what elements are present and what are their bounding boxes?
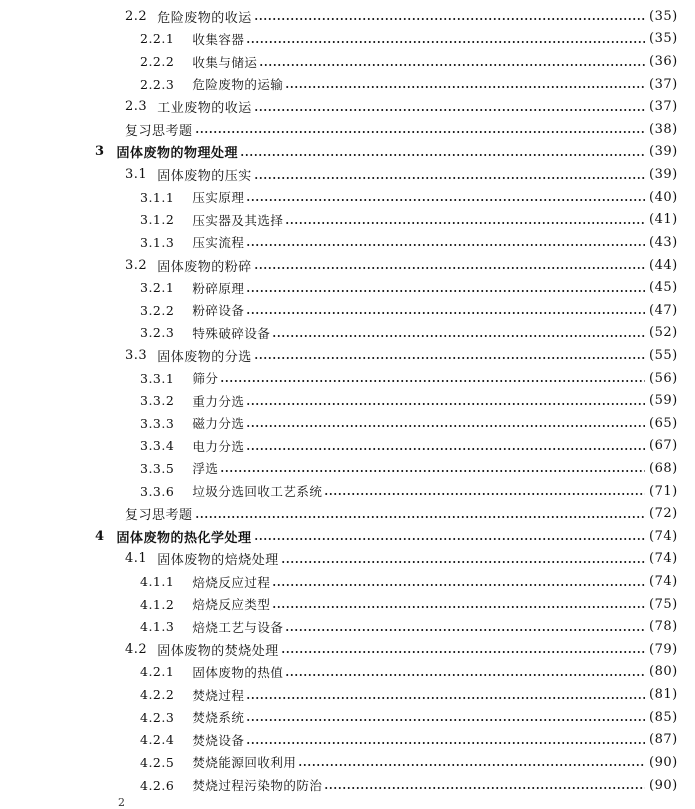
toc-entry-page: (78)	[649, 619, 678, 635]
toc-dot-leader	[259, 55, 645, 69]
toc-entry-page: (52)	[649, 325, 678, 341]
toc-dot-leader	[246, 281, 645, 295]
toc-entry-title: 固体废物的物理处理	[116, 146, 239, 162]
toc-entry-page: (35)	[649, 8, 678, 24]
toc-dot-leader	[254, 168, 645, 182]
toc-entry-title: 焚烧系统	[192, 710, 245, 726]
toc-entry-page: (56)	[649, 370, 678, 386]
toc-entry-page: (74)	[649, 551, 678, 567]
toc-entry[interactable]	[0, 299, 695, 322]
toc-entry-number: 3.2.1	[140, 280, 175, 296]
toc-dot-leader	[254, 258, 645, 272]
toc-dot-leader	[254, 529, 645, 543]
page-number: 2	[118, 796, 125, 809]
toc-entry-title: 危险废物的运输	[192, 77, 284, 93]
toc-entry-title: 电力分选	[192, 438, 245, 454]
toc-entry-page: (68)	[649, 460, 678, 476]
toc-entry[interactable]	[0, 163, 695, 186]
toc-entry-title: 压实原理	[192, 190, 245, 206]
toc-entry[interactable]	[0, 435, 695, 458]
toc-entry-title: 收集与储运	[192, 54, 258, 70]
toc-entry[interactable]	[0, 344, 695, 367]
toc-entry-number: 4.2.1	[140, 664, 175, 680]
toc-dot-leader	[220, 371, 645, 385]
toc-entry-title: 固体废物的热化学处理	[116, 530, 252, 546]
toc-entry[interactable]	[0, 186, 695, 209]
toc-entry-number: 2.3	[125, 99, 148, 115]
toc-entry-number: 4.2.3	[140, 709, 175, 725]
toc-entry-page: (85)	[649, 709, 678, 725]
toc-entry-page: (74)	[649, 574, 678, 590]
toc-entry-page: (74)	[649, 528, 678, 544]
toc-entry-page: (41)	[649, 212, 678, 228]
toc-entry-page: (90)	[649, 777, 678, 793]
toc-entry[interactable]	[0, 28, 695, 51]
toc-entry-number: 3.1.3	[140, 234, 175, 250]
toc-entry-page: (55)	[649, 347, 678, 363]
toc-entry-title: 压实器及其选择	[192, 212, 284, 228]
toc-entry[interactable]	[0, 50, 695, 73]
toc-entry-page: (36)	[649, 54, 678, 70]
toc-dot-leader	[246, 416, 645, 430]
toc-entry-number: 3.3	[125, 347, 148, 363]
toc-dot-leader	[254, 100, 645, 114]
toc-entry[interactable]	[0, 661, 695, 684]
toc-entry-title: 焙烧工艺与设备	[192, 619, 284, 635]
toc-entry-title: 粉碎设备	[192, 303, 245, 319]
toc-entry-title: 焙烧反应类型	[192, 597, 271, 613]
toc-entry-title: 复习思考题	[125, 508, 193, 524]
toc-entry-number: 3.1	[125, 167, 148, 183]
toc-entry-page: (67)	[649, 438, 678, 454]
toc-entry-title: 固体废物的压实	[157, 169, 252, 185]
toc-entry-number: 4.1.1	[140, 574, 175, 590]
toc-dot-leader	[285, 77, 645, 91]
toc-entry[interactable]	[0, 412, 695, 435]
toc-entry-title: 焚烧设备	[192, 732, 245, 748]
toc-dot-leader	[246, 394, 645, 408]
toc-entry[interactable]	[0, 254, 695, 277]
toc-entry-title: 重力分选	[192, 393, 245, 409]
toc-dot-leader	[281, 552, 645, 566]
toc-dot-leader	[246, 688, 645, 702]
toc-entry[interactable]	[0, 593, 695, 616]
toc-entry[interactable]	[0, 231, 695, 254]
toc-entry-number: 2.2.3	[140, 76, 175, 92]
toc-dot-leader	[195, 507, 645, 521]
toc-entry-page: (35)	[649, 31, 678, 47]
toc-dot-leader	[246, 235, 645, 249]
toc-entry-page: (47)	[649, 302, 678, 318]
toc-entry-number: 3.3.1	[140, 370, 175, 386]
toc-entry-number: 4.2.4	[140, 732, 175, 748]
toc-entry-page: (90)	[649, 754, 678, 770]
toc-entry-page: (45)	[649, 280, 678, 296]
toc-entry-title: 工业废物的收运	[157, 101, 252, 117]
toc-dot-leader	[254, 348, 645, 362]
toc-entry-number: 3.3.4	[140, 438, 175, 454]
toc-entry-number: 4.1	[125, 551, 148, 567]
toc-entry-number: 3.1.2	[140, 212, 175, 228]
toc-entry[interactable]	[0, 774, 695, 797]
toc-entry-number: 3.3.3	[140, 415, 175, 431]
toc-entry-title: 收集容器	[192, 31, 245, 47]
toc-dot-leader	[272, 597, 645, 611]
toc-entry[interactable]	[0, 389, 695, 412]
toc-entry-page: (37)	[649, 99, 678, 115]
toc-dot-leader	[246, 32, 645, 46]
toc-entry-page: (71)	[649, 483, 678, 499]
toc-entry-title: 垃圾分选回收工艺系统	[192, 484, 323, 500]
toc-entry[interactable]	[0, 480, 695, 503]
toc-entry-page: (87)	[649, 732, 678, 748]
toc-entry-number: 4.2.5	[140, 754, 175, 770]
toc-entry-number: 2.2.2	[140, 54, 175, 70]
toc-entry-title: 焚烧过程	[192, 687, 245, 703]
toc-entry-page: (59)	[649, 393, 678, 409]
toc-entry[interactable]	[0, 208, 695, 231]
toc-entry-number: 3.2.3	[140, 325, 175, 341]
toc-entry-number: 3.2.2	[140, 302, 175, 318]
toc-entry-title: 固体废物的焙烧处理	[157, 553, 279, 569]
toc-entry-page: (81)	[649, 687, 678, 703]
toc-entry-title: 焙烧反应过程	[192, 574, 271, 590]
toc-entry-title: 筛分	[192, 371, 219, 387]
toc-dot-leader	[285, 620, 645, 634]
toc-entry-number: 4	[95, 528, 105, 544]
toc-entry-number: 3.3.2	[140, 393, 175, 409]
toc-entry[interactable]	[0, 5, 695, 28]
toc-entry-page: (39)	[649, 144, 678, 160]
toc-dot-leader	[272, 575, 645, 589]
toc-entry-title: 固体废物的热值	[192, 664, 284, 680]
toc-entry[interactable]	[0, 322, 695, 345]
toc-entry-title: 粉碎原理	[192, 280, 245, 296]
toc-entry[interactable]	[0, 548, 695, 571]
toc-entry-page: (40)	[649, 189, 678, 205]
toc-dot-leader	[281, 642, 645, 656]
toc-entry-title: 复习思考题	[125, 123, 193, 139]
toc-entry[interactable]	[0, 73, 695, 96]
toc-dot-leader	[246, 733, 645, 747]
toc-dot-leader	[324, 778, 645, 792]
toc-entry-page: (80)	[649, 664, 678, 680]
toc-entry-page: (39)	[649, 167, 678, 183]
toc-entry-number: 2.2	[125, 8, 148, 24]
toc-entry[interactable]	[0, 502, 695, 525]
toc-entry[interactable]	[0, 729, 695, 752]
toc-entry-title: 固体废物的焚烧处理	[157, 643, 279, 659]
toc-dot-leader	[246, 190, 645, 204]
toc-entry-number: 4.1.3	[140, 619, 175, 635]
toc-entry[interactable]	[0, 118, 695, 141]
toc-entry[interactable]	[0, 570, 695, 593]
toc-entry-title: 焚烧过程污染物的防治	[192, 778, 323, 794]
toc-entry-page: (79)	[649, 641, 678, 657]
toc-entry-page: (37)	[649, 76, 678, 92]
toc-entry-page: (43)	[649, 234, 678, 250]
toc-entry[interactable]	[0, 141, 695, 164]
toc-entry[interactable]	[0, 276, 695, 299]
toc-entry[interactable]	[0, 95, 695, 118]
toc-entry-number: 3.1.1	[140, 189, 175, 205]
toc-entry-page: (75)	[649, 596, 678, 612]
toc-entry[interactable]	[0, 525, 695, 548]
toc-entry-title: 危险废物的收运	[157, 10, 252, 26]
toc-entry-title: 固体废物的分选	[157, 349, 252, 365]
toc-entry-title: 焚烧能源回收利用	[192, 755, 297, 771]
toc-entry-title: 特殊破碎设备	[192, 325, 271, 341]
toc-dot-leader	[220, 461, 645, 475]
toc-entry-page: (44)	[649, 257, 678, 273]
toc-entry[interactable]	[0, 638, 695, 661]
toc-entry-number: 4.1.2	[140, 596, 175, 612]
toc-dot-leader	[272, 326, 645, 340]
toc-entry[interactable]	[0, 367, 695, 390]
toc-dot-leader	[195, 122, 645, 136]
toc-entry-number: 4.2.2	[140, 687, 175, 703]
toc-dot-leader	[285, 213, 645, 227]
toc-dot-leader	[298, 755, 645, 769]
toc-entry-number: 4.2.6	[140, 777, 175, 793]
toc-entry[interactable]	[0, 706, 695, 729]
toc-entry-number: 4.2	[125, 641, 148, 657]
toc-dot-leader	[246, 710, 645, 724]
toc-dot-leader	[246, 439, 645, 453]
toc-entry-title: 磁力分选	[192, 416, 245, 432]
toc-entry[interactable]	[0, 683, 695, 706]
toc-entry[interactable]	[0, 615, 695, 638]
toc-entry-page: (72)	[649, 506, 678, 522]
toc-dot-leader	[246, 303, 645, 317]
toc-entry-number: 3.3.5	[140, 460, 175, 476]
toc-entry-number: 3	[95, 144, 105, 160]
table-of-contents	[0, 5, 695, 796]
toc-entry-number: 3.2	[125, 257, 148, 273]
toc-entry-title: 固体废物的粉碎	[157, 259, 252, 275]
toc-dot-leader	[240, 145, 645, 159]
toc-entry-title: 压实流程	[192, 235, 245, 251]
toc-dot-leader	[324, 484, 645, 498]
toc-dot-leader	[285, 665, 645, 679]
toc-entry-page: (38)	[649, 121, 678, 137]
toc-entry[interactable]	[0, 751, 695, 774]
toc-entry-title: 浮选	[192, 461, 219, 477]
toc-dot-leader	[254, 9, 645, 23]
toc-entry-number: 2.2.1	[140, 31, 175, 47]
toc-entry-number: 3.3.6	[140, 483, 175, 499]
toc-entry-page: (65)	[649, 415, 678, 431]
toc-entry[interactable]	[0, 457, 695, 480]
